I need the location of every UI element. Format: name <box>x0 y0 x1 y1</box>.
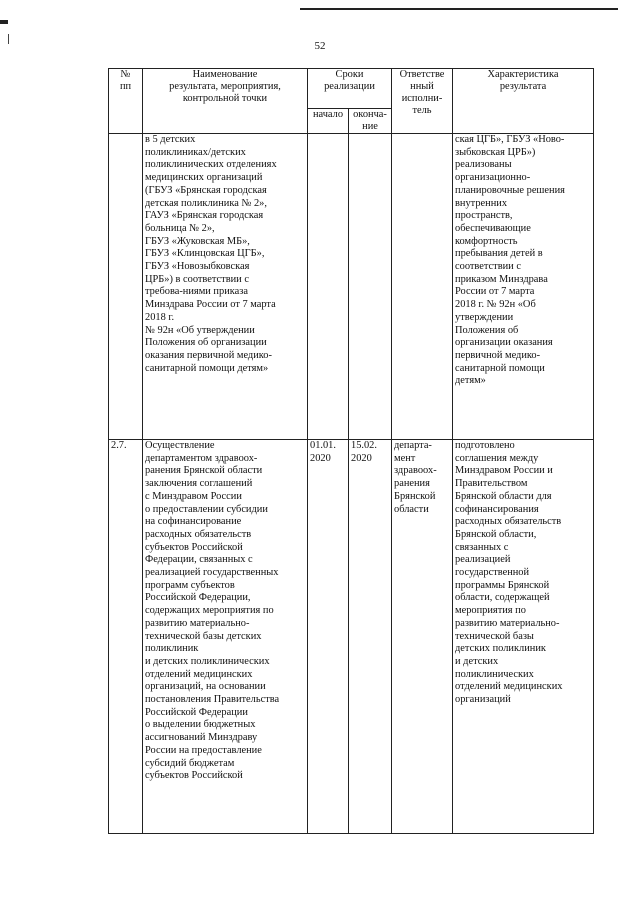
header-name: Наименование результата, мероприятия, контрольной точки <box>143 69 308 134</box>
top-border-line <box>300 8 618 10</box>
cell-result: подготовлено соглашения между Минздравом России и Правительством Брянской области для софинансирования расходных обязательств Брянской области, связанных с реализацией государственной программы Брянской области, содержащей мероприятия по развитию материально- технической базы детских поликлиник и детских поликлинических отделений медицинских организаций <box>453 440 594 834</box>
header-end: оконча- ние <box>349 109 392 134</box>
header-number: № пп <box>109 69 143 134</box>
cell-responsible: департа- мент здравоох- ранения Брянской области <box>392 440 453 834</box>
cell-responsible <box>392 134 453 440</box>
cell-number <box>109 134 143 440</box>
header-start: начало <box>308 109 349 134</box>
cell-start: 01.01. 2020 <box>308 440 349 834</box>
scan-mark <box>0 20 8 24</box>
cell-name: Осуществление департаментом здравоох- ранения Брянской области заключения соглашений с Минздравом России о предоставлении субсидии на софинансирование расходных обязательств субъектов Российской Федерации, связанных с реализацией государственных программ субъектов Российской Федерации, содержащих мероприятия по развитию материально- технической базы детских поликлиник и детских поликлинических отделений медицинских организаций, на основании постановления Правительства Российской Федерации о выделении бюджетных ассигнований Минздраву России на предоставление субсидий бюджетам субъектов Российской <box>143 440 308 834</box>
header-period: Сроки реализации <box>308 69 392 109</box>
header-result: Характеристика результата <box>453 69 594 134</box>
page-number: 52 <box>314 40 326 52</box>
cell-number: 2.7. <box>109 440 143 834</box>
cell-result: ская ЦГБ», ГБУЗ «Ново- зыбковская ЦРБ») реализованы организационно- планировочные решения внутренних пространств, обеспечивающие комфортность пребывания детей в соответствии с приказом Минздрава России от 7 марта 2018 г. № 92н «Об утверждении Положения об организации оказания первичной медико- санитарной помощи детям» <box>453 134 594 440</box>
table-row <box>109 134 594 440</box>
cell-end: 15.02. 2020 <box>349 440 392 834</box>
table-row <box>109 440 594 834</box>
header-responsible: Ответстве нный исполни- тель <box>392 69 453 134</box>
plan-table <box>108 68 594 834</box>
cell-name: в 5 детских поликлиниках/детских поликлинических отделениях медицинских организаций (ГБУЗ «Брянская городская детская поликлиника № 2», ГАУЗ «Брянская городская больница № 2», ГБУЗ «Жуковская МБ», ГБУЗ «Клинцовская ЦГБ», ГБУЗ «Новозыбковская ЦРБ») в соответствии с требова-ниями приказа Минздрава России от 7 марта 2018 г. № 92н «Об утверждении Положения об организации оказания первичной медико- санитарной помощи детям» <box>143 134 308 440</box>
table-header-row <box>109 69 594 109</box>
cell-start <box>308 134 349 440</box>
cell-end <box>349 134 392 440</box>
